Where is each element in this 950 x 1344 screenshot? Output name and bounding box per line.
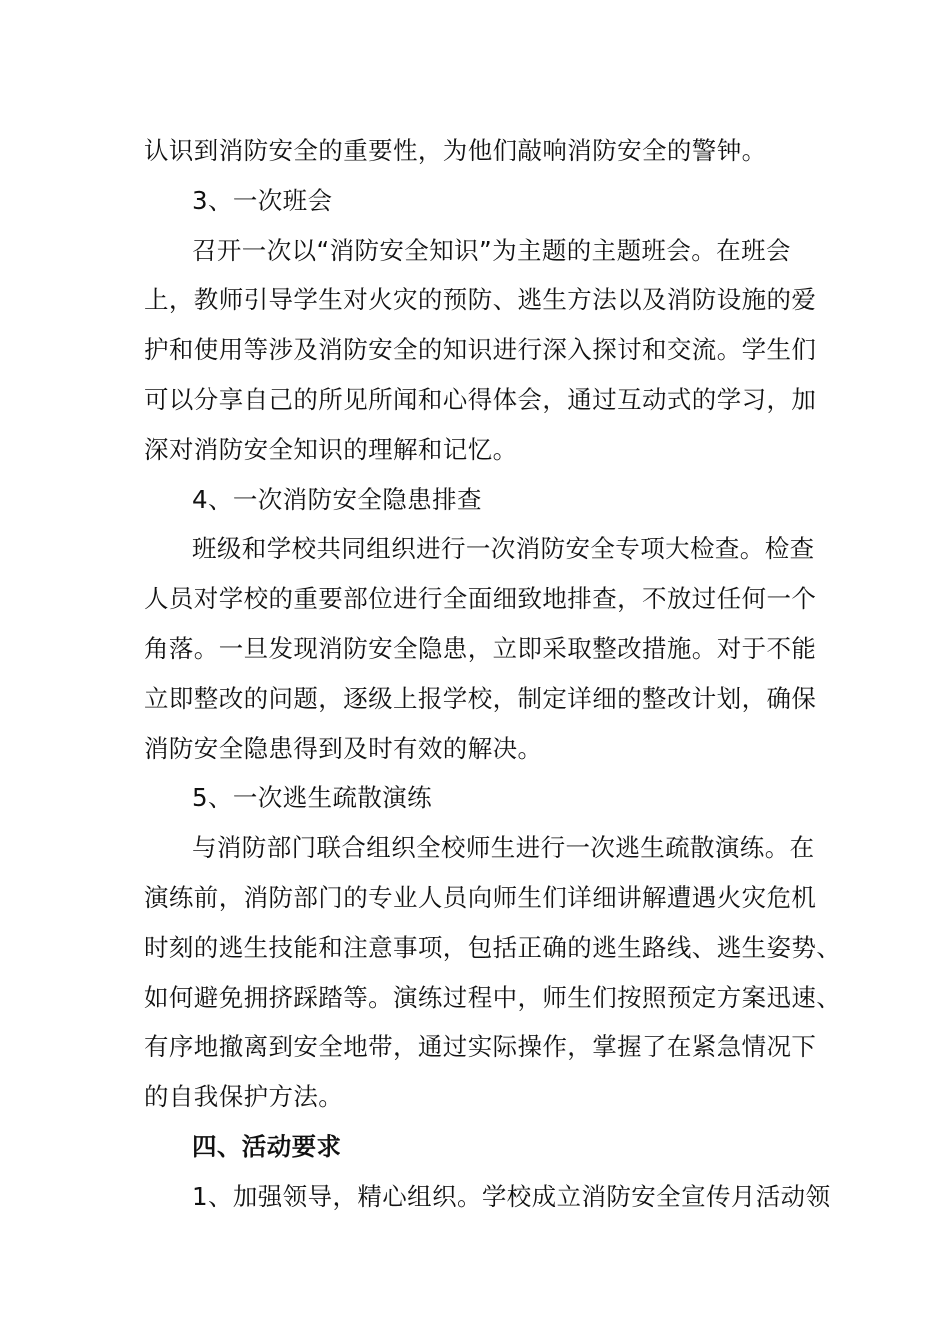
- text-line: 深对消防安全知识的理解和记忆。: [144, 434, 518, 464]
- text-line: 时刻的逃生技能和注意事项，包括正确的逃生路线、逃生姿势、: [144, 932, 842, 962]
- document-body: [144, 126, 842, 1222]
- text-line: 角落。一旦发现消防安全隐患，立即采取整改措施。对于不能: [144, 633, 817, 663]
- section-heading-5: 5、一次逃生疏散演练: [192, 783, 433, 813]
- text-line: 的自我保护方法。: [144, 1082, 344, 1112]
- text-line: 护和使用等涉及消防安全的知识进行深入探讨和交流。学生们: [144, 335, 817, 365]
- text-line: 人员对学校的重要部位进行全面细致地排查，不放过任何一个: [144, 584, 817, 614]
- text-line: 有序地撤离到安全地带，通过实际操作，掌握了在紧急情况下: [144, 1032, 817, 1062]
- text-line: 消防安全隐患得到及时有效的解决。: [144, 733, 543, 763]
- chapter-heading: 四、活动要求: [192, 1131, 342, 1161]
- text-line: 班级和学校共同组织进行一次消防安全专项大检查。检查: [192, 534, 815, 564]
- text-line: 1、加强领导，精心组织。学校成立消防安全宣传月活动领: [192, 1181, 831, 1211]
- section-heading-3: 3、一次班会: [192, 185, 333, 215]
- text-line: 召开一次以“消防安全知识”为主题的主题班会。在班会: [192, 235, 791, 265]
- text-line: 与消防部门联合组织全校师生进行一次逃生疏散演练。在: [192, 833, 815, 863]
- text-line: 如何避免拥挤踩踏等。演练过程中，师生们按照预定方案迅速、: [144, 982, 842, 1012]
- section-heading-4: 4、一次消防安全隐患排查: [192, 484, 482, 514]
- text-line: 可以分享自己的所见所闻和心得体会，通过互动式的学习，加: [144, 384, 817, 414]
- text-line: 认识到消防安全的重要性，为他们敲响消防安全的警钟。: [144, 136, 767, 165]
- text-line: 上，教师引导学生对火灾的预防、逃生方法以及消防设施的爱: [144, 285, 817, 315]
- text-line: 立即整改的问题，逐级上报学校，制定详细的整改计划，确保: [144, 683, 817, 713]
- text-line: 演练前，消防部门的专业人员向师生们详细讲解遭遇火灾危机: [144, 882, 817, 912]
